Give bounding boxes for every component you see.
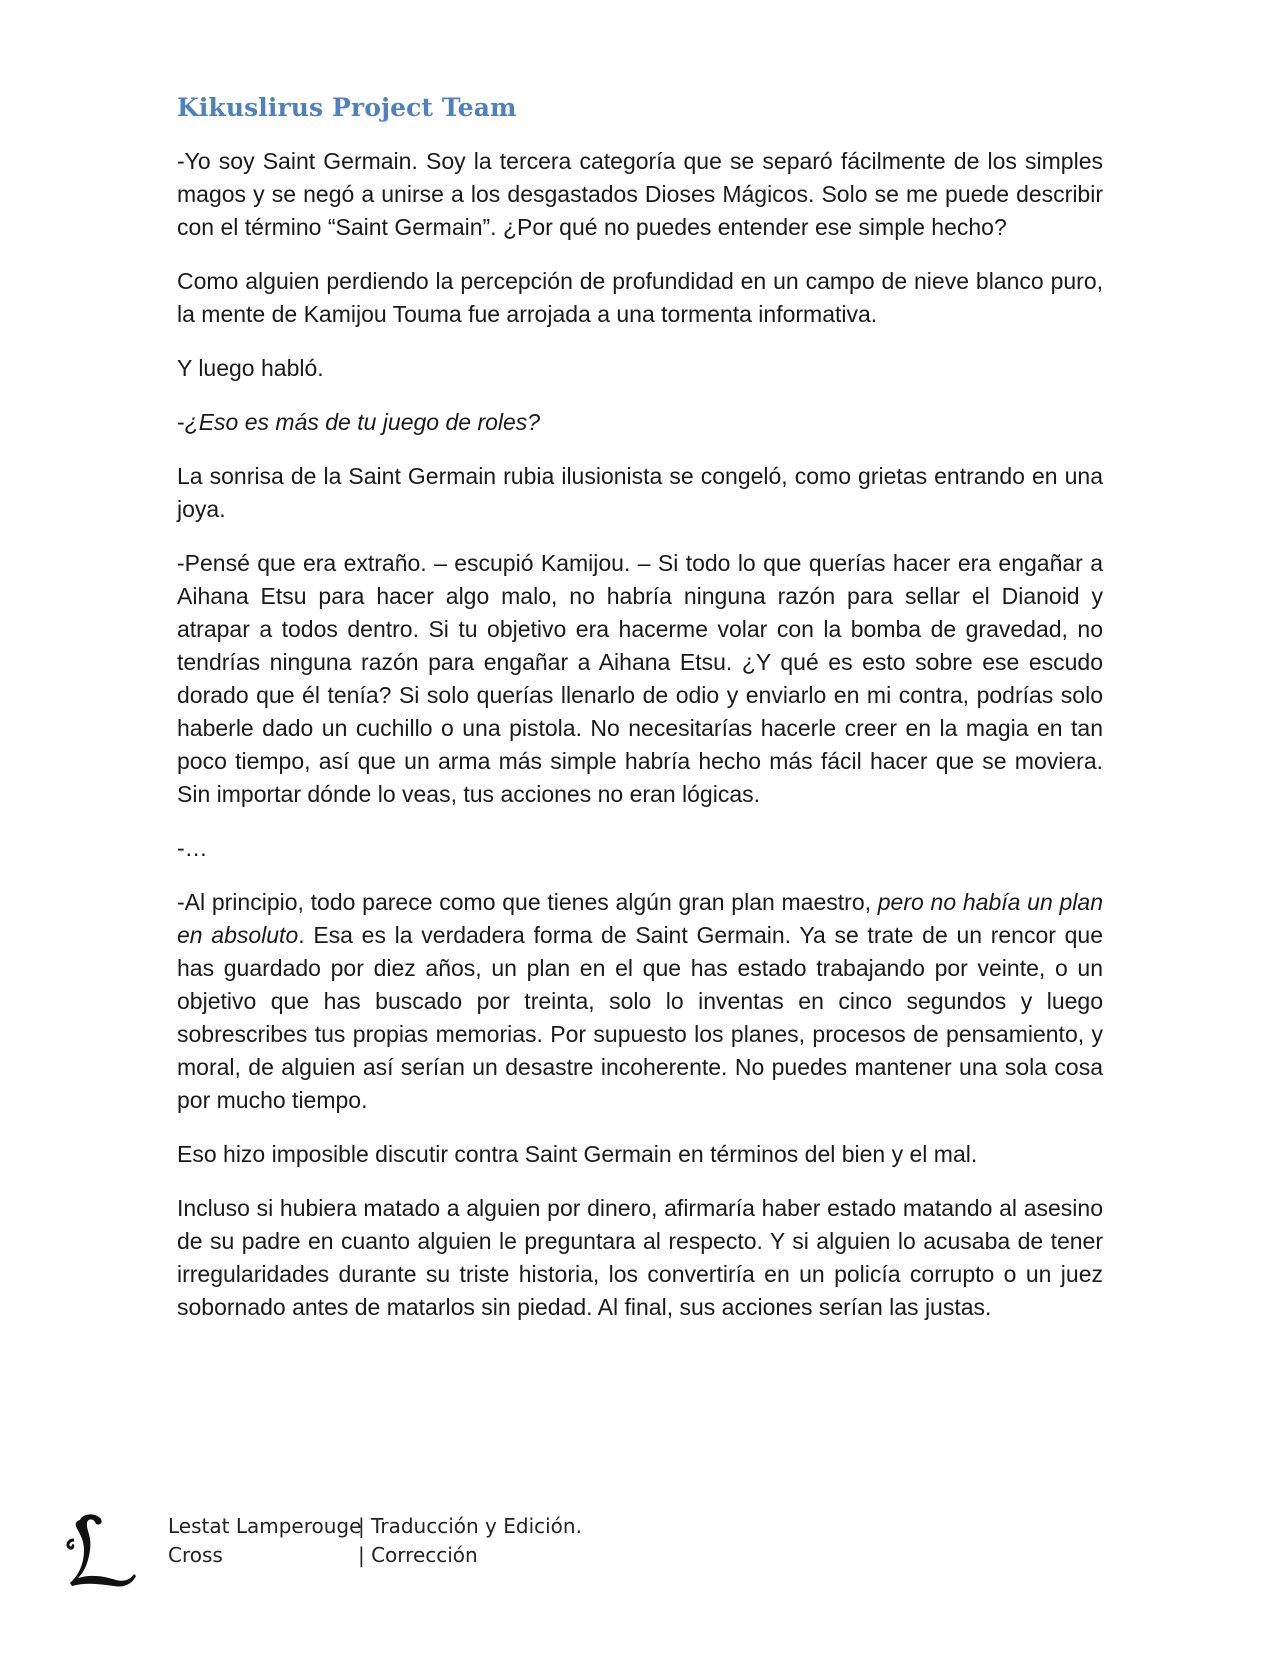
paragraph-8-start: -Al principio, todo parece como que tienes algún gran plan maestro, [177,889,878,915]
page-footer [60,1510,1220,1600]
paragraph-4-italic: ¿Eso es más de tu juego de roles? [184,409,541,435]
paragraph-9: Eso hizo imposible discutir contra Saint Germain en términos del bien y el mal. [177,1141,978,1167]
paragraph-4 [177,406,1103,439]
paragraph-4-prefix: - [177,409,185,435]
credit-role: | Corrección [358,1543,478,1567]
paragraph-6: -Pensé que era extraño. – escupió Kamijou. – Si todo lo que querías hacer era engañar a Aihana Etsu para hacer algo malo, no habría ninguna razón para sellar el Dianoid y atrapar a todos dentro. Si tu objetivo era hacerme volar con la bomba de gravedad, no tendrías ninguna razón para engañar a Aihana Etsu. ¿Y qué es esto sobre ese escudo dorado que él tenía? Si solo querías llenarlo de odio y enviarlo en mi contra, podrías solo haberle dado un cuchillo o una pistola. No necesitarías hacerle creer en la magia en tan poco tiempo, así que un arma más simple habría hecho más fácil hacer que se moviera. Sin importar dónde lo veas, tus acciones no eran lógicas. [177,550,1103,807]
paragraph-8-italic: pero no había un plan en absoluto [177,889,1103,948]
paragraph-8 [177,886,1103,1117]
credit-name: Cross [168,1543,223,1567]
paragraph-5: La sonrisa de la Saint Germain rubia ilusionista se congeló, como grietas entrando en una joya. [177,463,1103,522]
paragraph-10: Incluso si hubiera matado a alguien por dinero, afirmaría haber estado matando al asesino de su padre en cuanto alguien le preguntara al respecto. Y si alguien lo acusaba de tener irregularidades durante su triste historia, los convertiría en un policía corrupto o un juez sobornado antes de matarlos sin piedad. Al final, sus acciones serían las justas. [177,1195,1103,1320]
paragraph-7: -… [177,835,208,861]
credit-row [168,1541,582,1570]
paragraph-2: Como alguien perdiendo la percepción de profundidad en un campo de nieve blanco puro, la mente de Kamijou Touma fue arrojada a una tormenta informativa. [177,268,1103,327]
page-header-title: Kikuslirus Project Team [177,93,517,122]
document-body [177,145,1103,1345]
paragraph-8-end: . Esa es la verdadera forma de Saint Germain. Ya se trate de un rencor que has guardado por diez años, un plan en el que has estado trabajando por veinte, o un objetivo que has buscado por treinta, solo lo inventas en cinco segundos y luego sobrescribes tus propias memorias. Por supuesto los planes, procesos de pensamiento, y moral, de alguien así serían un desastre incoherente. No puedes mantener una sola cosa por mucho tiempo. [177,922,1103,1113]
paragraph-1: -Yo soy Saint Germain. Soy la tercera categoría que se separó fácilmente de los simples magos y se negó a unirse a los desgastados Dioses Mágicos. Solo se me puede describir con el término “Saint Germain”. ¿Por qué no puedes entender ese simple hecho? [177,148,1103,240]
credit-role: | Traducción y Edición. [358,1514,582,1538]
paragraph-3: Y luego habló. [177,355,324,381]
gothic-letter-l-logo-icon [60,1510,140,1590]
credit-row [168,1512,582,1541]
credit-name: Lestat Lamperouge [168,1514,362,1538]
footer-credits [168,1512,582,1570]
